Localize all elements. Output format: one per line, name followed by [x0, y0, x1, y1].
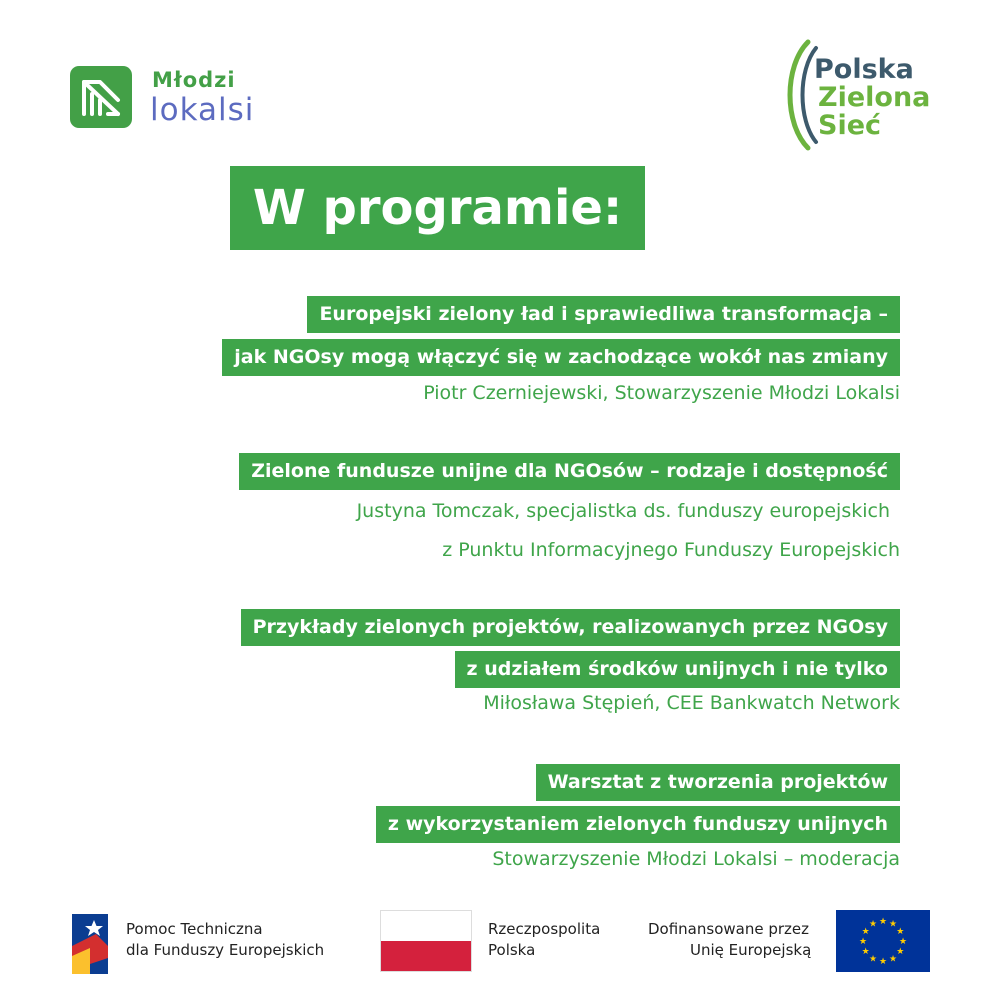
- eu-star: ★: [861, 927, 870, 937]
- fe-text-line-1: Pomoc Techniczna: [126, 920, 263, 938]
- polska-zielona-siec-logo: [780, 36, 960, 154]
- pzs-word-3: Sieć: [818, 110, 882, 141]
- pzs-word-1: Polska: [814, 54, 914, 85]
- mlodzi-lokalsi-icon: [70, 66, 132, 128]
- pzs-word-2: Zielona: [818, 82, 931, 113]
- eu-star: ★: [861, 947, 870, 957]
- footer-logos: [0, 900, 1000, 1000]
- program-item-4-line-2: z wykorzystaniem zielonych funduszy unijnych: [376, 806, 900, 843]
- eu-star: ★: [888, 919, 898, 930]
- mlodzi-lokalsi-word-1: Młodzi: [152, 68, 236, 92]
- eu-text-line-1: Dofinansowane przez: [648, 920, 810, 938]
- eu-star: ★: [878, 917, 888, 927]
- program-item-2-line-1: Zielone fundusze unijne dla NGOsów – rodzaje i dostępność: [239, 453, 900, 490]
- program-item-4-line-1: Warsztat z tworzenia projektów: [536, 764, 900, 801]
- program-item-1-line-2: jak NGOsy mogą włączyć się w zachodzące wokół nas zmiany: [222, 339, 900, 376]
- program-item-3-line-1: Przykłady zielonych projektów, realizowanych przez NGOsy: [241, 609, 900, 646]
- page-title: W programie:: [230, 166, 645, 250]
- rp-text-line-2: Polska: [488, 941, 536, 959]
- eu-star: ★: [896, 947, 905, 957]
- program-item-2-speaker-1: Justyna Tomczak, specjalistka ds. funduszy europejskich: [356, 500, 890, 522]
- mlodzi-lokalsi-word-2: lokalsi: [150, 92, 255, 128]
- eu-star: ★: [868, 919, 878, 930]
- program-item-3-speaker-1: Miłosława Stępień, CEE Bankwatch Network: [483, 692, 900, 714]
- program-item-3-line-2: z udziałem środków unijnych i nie tylko: [455, 651, 900, 688]
- eu-star: ★: [896, 927, 905, 937]
- polish-flag-icon: [380, 910, 472, 972]
- eu-flag-icon: [836, 910, 930, 972]
- eu-star: ★: [898, 937, 908, 947]
- program-item-1-line-1: Europejski zielony ład i sprawiedliwa transformacja –: [307, 296, 900, 333]
- eu-star: ★: [878, 957, 888, 967]
- fe-text-line-2: dla Funduszy Europejskich: [126, 941, 325, 959]
- fundusze-europejskie-logo-icon: [68, 912, 112, 976]
- mlodzi-lokalsi-logo: [70, 66, 300, 130]
- eu-star: ★: [868, 954, 878, 965]
- program-item-2-speaker-2: z Punktu Informacyjnego Funduszy Europejskich: [442, 539, 900, 561]
- program-item-4-speaker-1: Stowarzyszenie Młodzi Lokalsi – moderacja: [492, 848, 900, 870]
- eu-text-line-2: Unię Europejską: [690, 941, 812, 959]
- rp-text-line-1: Rzeczpospolita: [488, 920, 601, 938]
- program-item-1-speaker-1: Piotr Czerniejewski, Stowarzyszenie Młodzi Lokalsi: [423, 382, 900, 404]
- eu-star: ★: [888, 954, 898, 965]
- eu-star: ★: [858, 937, 868, 947]
